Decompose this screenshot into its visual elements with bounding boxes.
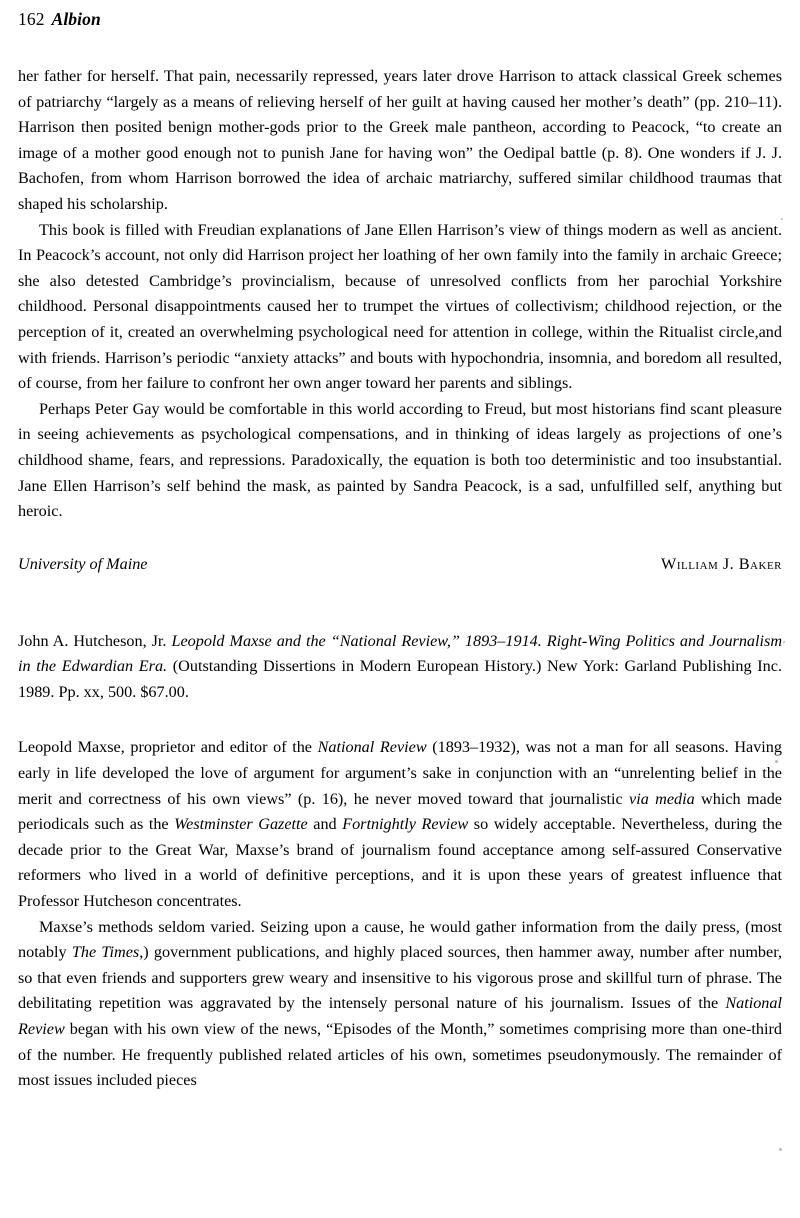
italic-run: National Review <box>18 994 782 1038</box>
journal-title: Albion <box>51 9 101 29</box>
reviewer-name: William J. Baker <box>661 554 782 573</box>
page-number: 162 <box>18 9 45 29</box>
italic-run: Westminster Gazette <box>174 815 308 834</box>
text-run: which made periodicals such as the <box>18 789 782 834</box>
scan-speck <box>783 641 785 643</box>
running-head <box>18 8 782 30</box>
text-column <box>18 64 782 1094</box>
paragraph <box>18 735 782 914</box>
italic-run: Fortnightly Review <box>342 815 469 834</box>
paragraph <box>18 64 782 218</box>
text-run: Perhaps Peter Gay would be comfortable in this world according to Freud, but most historians find scant pleasure in seeing achievements as psychological compensations, and in thinking of ideas largely as projections of one’s childhood shame, fears, and repressions. Paradoxically, the equation is both too deterministic and too insubstantial. Jane Ellen Harrison’s self behind the mask, as painted by Sandra Peacock, is a sad, unfulfilled self, anything but heroic. <box>18 399 782 521</box>
text-run: This book is filled with Freudian explanations of Jane Ellen Harrison’s view of things modern as well as ancient. In Peacock’s account, not only did Harrison project her loathing of her own family into the family in archaic Greece; she also detested Cambridge’s provincialism, because of unresolved conflicts from her parochial Yorkshire childhood. Personal disappointments caused her to trumpet the virtues of collectivism; childhood rejection, or the perception of it, created an overwhelming psychological need for attention in college, within the Ritualist circle,and with friends. Harrison’s periodic “anxiety attacks” and bouts with hypochondria, insomnia, and boredom all resulted, of course, from her failure to confront her own anger toward her parents and siblings. <box>18 220 782 393</box>
text-run: so widely acceptable. Nevertheless, during the decade prior to the Great War, Maxse’s brand of journalism found acceptance among self-assured Conservative reformers who lived in a world of definitive perceptions, and it is upon these years of greatest influence that Professor Hutcheson concentrates. <box>18 815 782 911</box>
citation-author: John A. Hutcheson, Jr. <box>18 631 172 650</box>
italic-run: via media <box>629 789 695 808</box>
text-run: (1893–1932), was not a man for all seasons. Having early in life developed the love of argument for argument’s sake in conjunction with an “unrelenting belief in the merit and correctness of his own views” (p. 16), he never moved toward that journalistic <box>18 738 782 808</box>
text-run: Leopold Maxse, proprietor and editor of the <box>18 738 318 757</box>
paragraph <box>18 915 782 1094</box>
text-run: her father for herself. That pain, necessarily repressed, years later drove Harrison to attack classical Greek schemes of patriarchy “largely as a means of relieving herself of her guilt at having caused her mother’s death” (pp. 210–11). Harrison then posited benign mother-gods prior to the Greek male pantheon, according to Peacock, “to create an image of a mother good enough not to punish Jane for having won” the Oedipal battle (p. 8). One wonders if J. J. Bachofen, from whom Harrison borrowed the idea of archaic matriarchy, suffered similar childhood traumas that shaped his scholarship. <box>18 67 782 213</box>
review-one-signature <box>18 551 782 577</box>
review-one-paragraphs <box>18 64 782 525</box>
reviewer-affiliation: University of Maine <box>18 554 148 573</box>
italic-run: The Times <box>71 943 140 962</box>
review-two-citation <box>18 629 782 706</box>
text-run: began with his own view of the news, “Episodes of the Month,” sometimes comprising more than one-third of the number. He frequently published related articles of his own, sometimes pseudonymously. The remainder of most issues included pieces <box>18 1020 782 1090</box>
paragraph <box>18 218 782 397</box>
scan-speck <box>779 1148 782 1151</box>
text-run: and <box>307 815 343 834</box>
citation-imprint: (Outstanding Dissertions in Modern European History.) New York: Garland Publishing Inc. 1989. Pp. xx, 500. $67.00. <box>18 657 782 701</box>
italic-run: National Review <box>317 738 427 757</box>
review-two <box>18 629 782 1094</box>
citation-title: Leopold Maxse and the “National Review,” 1893–1914. Right-Wing Politics and Journalism in the Edwardian Era. <box>18 631 783 676</box>
paragraph <box>18 397 782 525</box>
text-run: Maxse’s methods seldom varied. Seizing upon a cause, he would gather information from the daily press, (most notably <box>18 917 782 962</box>
text-run: ,) government publications, and highly placed sources, then hammer away, number after number, so that even friends and supporters grew weary and insensitive to his vigorous prose and skillful turn of phrase. The debilitating repetition was aggravated by the intensely personal nature of his journalism. Issues of the <box>18 943 783 1013</box>
review-one <box>18 64 782 577</box>
review-two-paragraphs <box>18 735 782 1093</box>
